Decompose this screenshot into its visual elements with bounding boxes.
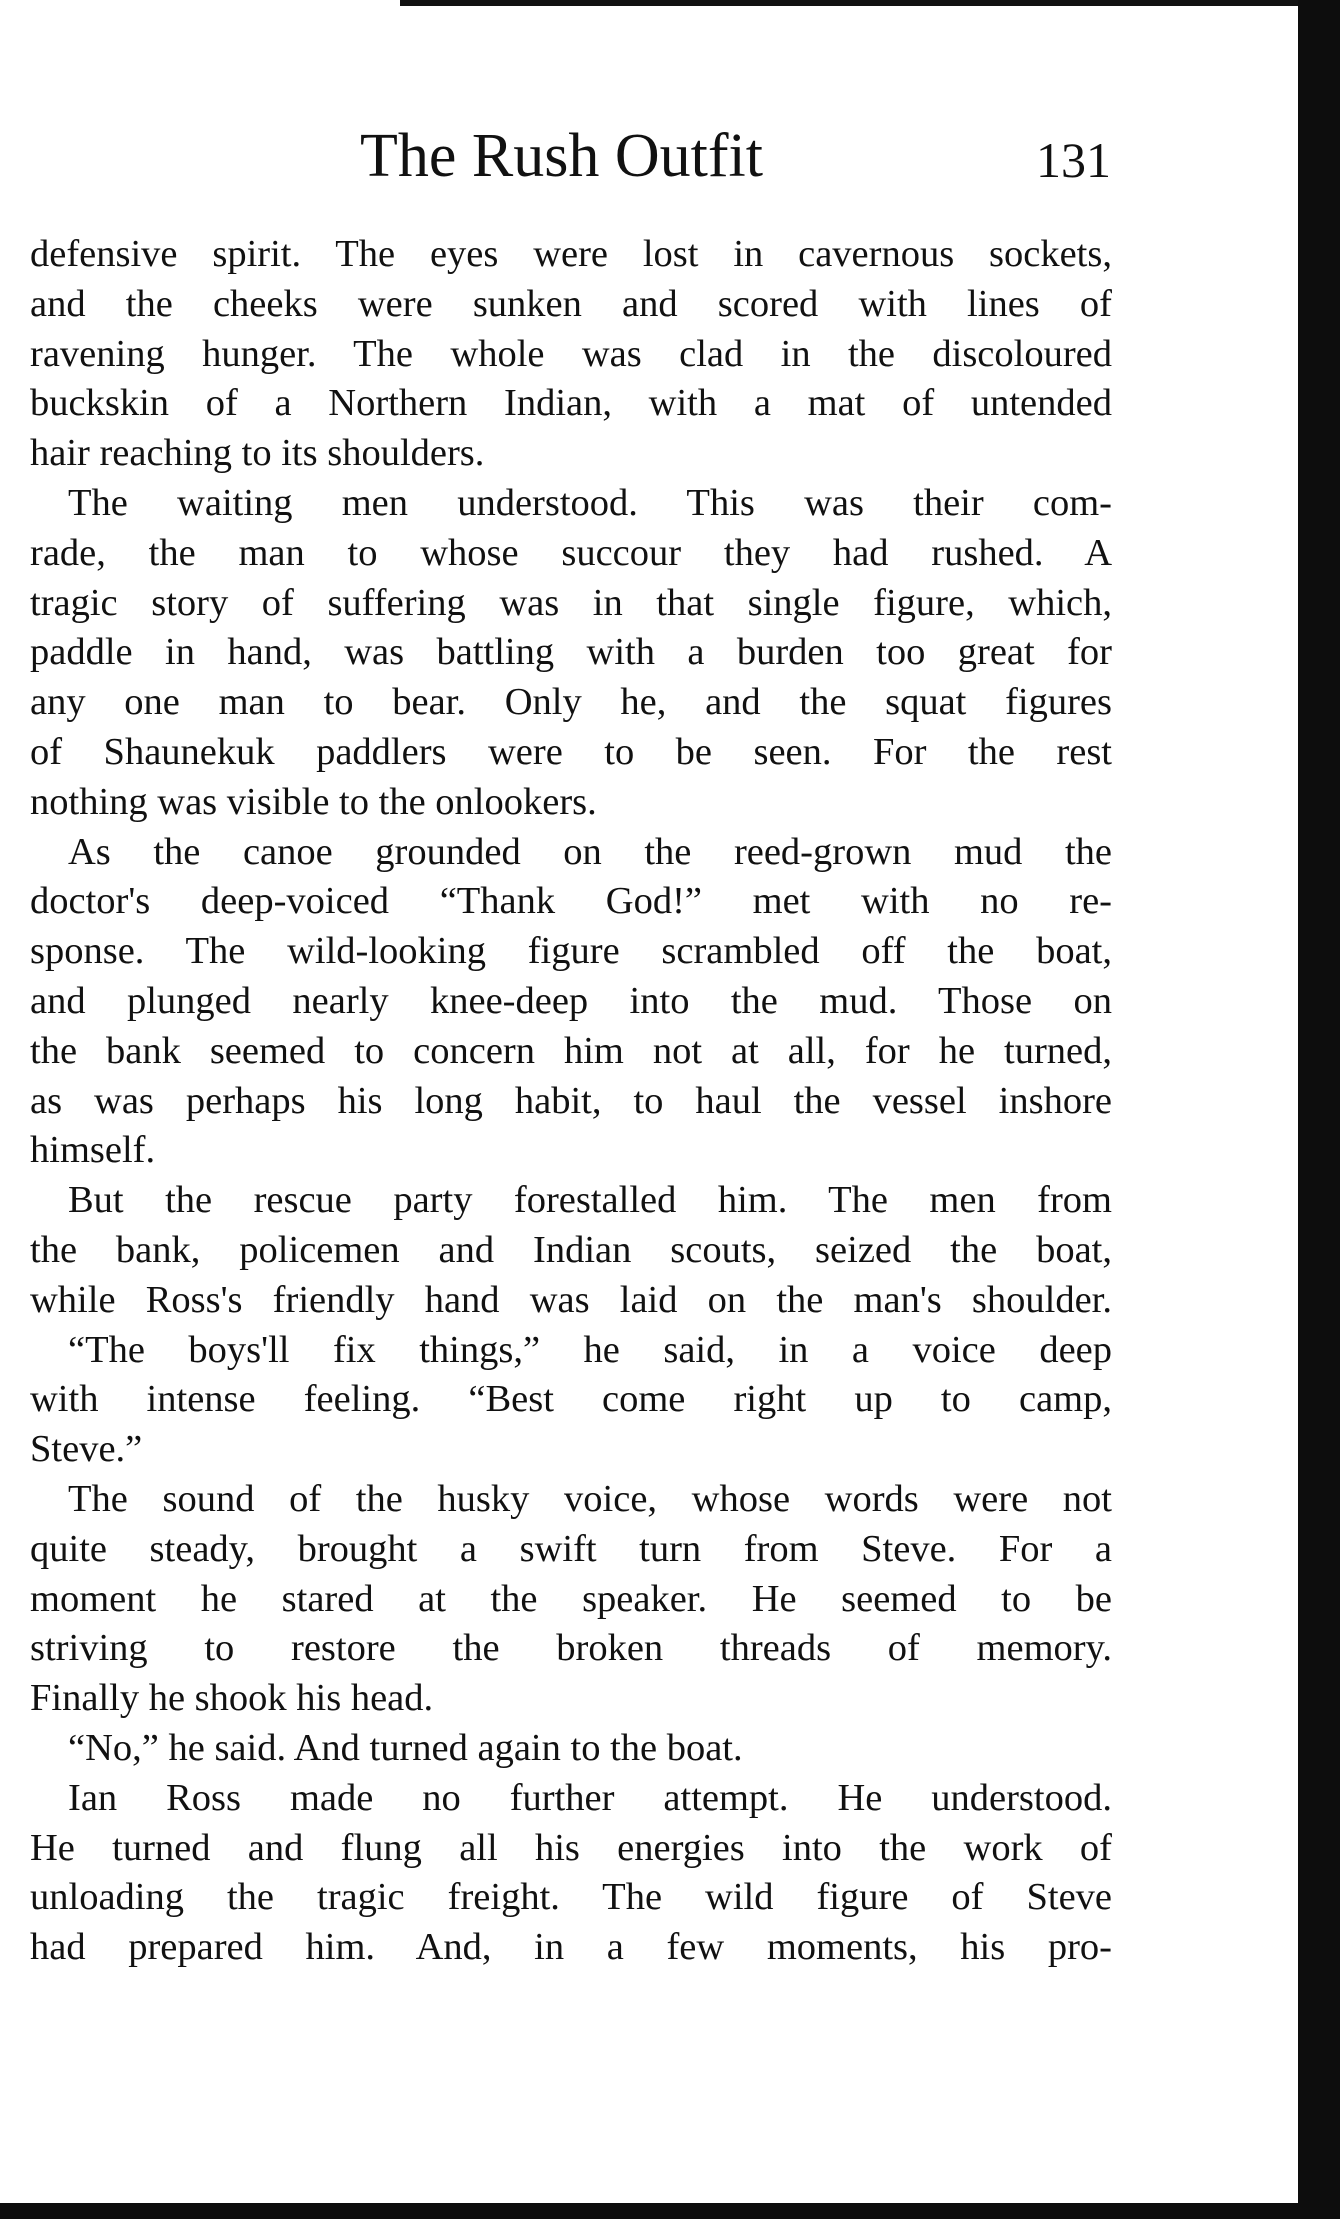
text-line: had prepared him. And, in a few moments, his pro- [30, 1926, 1112, 1969]
text-line: tragic story of suffering was in that single figure, which, [30, 581, 1112, 624]
text-line: himself. [30, 1129, 156, 1172]
text-line: Ian Ross made no further attempt. He understood. [68, 1776, 1112, 1819]
text-line: ravening hunger. The whole was clad in the discoloured [30, 332, 1112, 375]
text-line: the bank, policemen and Indian scouts, seized the boat, [30, 1228, 1112, 1271]
text-line: The waiting men understood. This was their com- [68, 481, 1112, 524]
text-line: and plunged nearly knee-deep into the mud. Those on [30, 979, 1112, 1022]
text-line: any one man to bear. Only he, and the squat figures [30, 681, 1112, 724]
scan-edge-bottom [0, 2203, 1340, 2219]
text-line: quite steady, brought a swift turn from Steve. For a [30, 1527, 1112, 1570]
text-line: As the canoe grounded on the reed-grown mud the [68, 830, 1112, 873]
text-line: striving to restore the broken threads of memory. [30, 1627, 1112, 1670]
text-line: with intense feeling. “Best come right up to camp, [30, 1378, 1112, 1421]
body-text [30, 230, 1112, 1973]
text-line: paddle in hand, was battling with a burden too great for [30, 631, 1112, 674]
text-line: the bank seemed to concern him not at all, for he turned, [30, 1029, 1112, 1072]
text-line: nothing was visible to the onlookers. [30, 780, 597, 823]
text-line: of Shaunekuk paddlers were to be seen. For the rest [30, 730, 1112, 773]
text-line: buckskin of a Northern Indian, with a mat of untended [30, 382, 1112, 425]
text-line: doctor's deep-voiced “Thank God!” met with no re- [30, 880, 1112, 923]
text-line: Finally he shook his head. [30, 1677, 434, 1720]
text-line: hair reaching to its shoulders. [30, 432, 485, 475]
text-line: moment he stared at the speaker. He seemed to be [30, 1577, 1112, 1620]
text-line: defensive spirit. The eyes were lost in cavernous sockets, [30, 233, 1112, 275]
text-line: while Ross's friendly hand was laid on the man's shoulder. [30, 1278, 1112, 1321]
text-line: He turned and flung all his energies into the work of [30, 1826, 1112, 1869]
text-line: rade, the man to whose succour they had rushed. A [30, 531, 1112, 574]
text-line: and the cheeks were sunken and scored with lines of [30, 282, 1112, 325]
scan-edge-top [400, 0, 1340, 6]
text-line: as was perhaps his long habit, to haul the vessel inshore [30, 1079, 1112, 1122]
page-number: 131 [1036, 132, 1111, 188]
text-line: unloading the tragic freight. The wild figure of Steve [30, 1876, 1112, 1919]
scan-edge-right [1298, 0, 1340, 2219]
text-line: Steve.” [30, 1428, 143, 1471]
running-title: The Rush Outfit [360, 122, 763, 190]
text-line: But the rescue party forestalled him. The men from [68, 1179, 1112, 1222]
text-line: The sound of the husky voice, whose words were not [68, 1477, 1112, 1520]
text-line: “The boys'll fix things,” he said, in a voice deep [68, 1328, 1112, 1371]
text-line: “No,” he said. And turned again to the boat. [68, 1726, 743, 1769]
text-line: sponse. The wild-looking figure scrambled off the boat, [30, 930, 1112, 973]
